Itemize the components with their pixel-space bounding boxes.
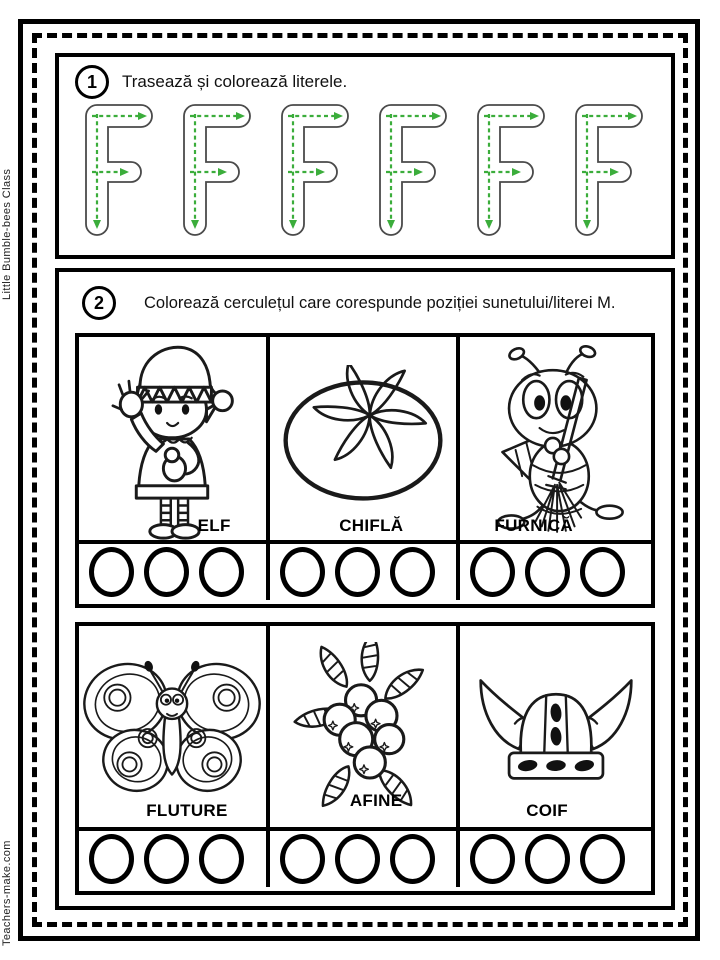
letter-f-outline <box>374 102 452 237</box>
answer-circle <box>89 547 134 597</box>
butterfly-illustration <box>81 647 263 807</box>
bread-roll-illustration <box>271 365 455 512</box>
section-sound-position <box>55 268 675 910</box>
ant-illustration <box>485 345 627 533</box>
class-name-vertical-text: Little Bumble-bees Class <box>1 168 13 300</box>
position-instruction-row <box>82 286 671 320</box>
answer-circle <box>144 547 189 597</box>
section-number-badge: 1 <box>75 65 109 99</box>
letter-f-outline <box>472 102 550 237</box>
answer-circle <box>470 547 515 597</box>
item-cell-furnica <box>460 337 651 540</box>
item-cell-elf <box>79 337 270 540</box>
letter-f-outline <box>80 102 158 237</box>
website-vertical-text: Teachers-make.com <box>1 840 13 946</box>
item-cell-afine <box>270 626 461 827</box>
position-table-row2 <box>75 622 655 895</box>
answer-circle <box>390 834 435 884</box>
letter-f-outline <box>178 102 256 237</box>
answer-circles-afine <box>270 827 461 887</box>
item-label: CHIFLĂ <box>339 516 404 535</box>
elf-illustration <box>98 338 246 540</box>
item-cell-coif <box>460 626 651 827</box>
trace-instruction-row <box>75 65 671 99</box>
answer-circle <box>199 834 244 884</box>
answer-circle <box>580 834 625 884</box>
answer-circles-elf <box>79 540 270 600</box>
section-number-badge: 2 <box>82 286 116 320</box>
answer-circles-chifla <box>270 540 461 600</box>
position-instruction-text: Colorează cerculețul care corespunde poziției sunetului/literei M. <box>144 293 616 312</box>
answer-circle <box>470 834 515 884</box>
answer-circle <box>144 834 189 884</box>
answer-circle <box>580 547 625 597</box>
answer-circles-fluture <box>79 827 270 887</box>
item-label: ELF <box>197 516 231 535</box>
answer-circles-coif <box>460 827 651 887</box>
answer-circle <box>199 547 244 597</box>
item-label: FURNICĂ <box>494 516 573 535</box>
item-label: AFINE <box>349 791 403 810</box>
item-cell-fluture <box>79 626 270 827</box>
answer-circle <box>280 834 325 884</box>
trace-instruction-text: Trasează și colorează literele. <box>122 72 348 91</box>
letter-f-outline <box>570 102 648 237</box>
answer-circle <box>390 547 435 597</box>
answer-circle <box>335 547 380 597</box>
answer-circle <box>89 834 134 884</box>
answer-circle <box>525 834 570 884</box>
blueberries-illustration <box>290 642 436 812</box>
section-trace-letters <box>55 53 675 259</box>
item-cell-chifla <box>270 337 461 540</box>
item-label: FLUTURE <box>146 801 228 820</box>
viking-helmet-illustration <box>468 657 644 796</box>
answer-circles-furnica <box>460 540 651 600</box>
answer-circle <box>335 834 380 884</box>
letter-row <box>80 102 648 237</box>
answer-circle <box>280 547 325 597</box>
item-label: COIF <box>526 801 568 820</box>
position-table-row1 <box>75 333 655 608</box>
answer-circle <box>525 547 570 597</box>
letter-f-outline <box>276 102 354 237</box>
